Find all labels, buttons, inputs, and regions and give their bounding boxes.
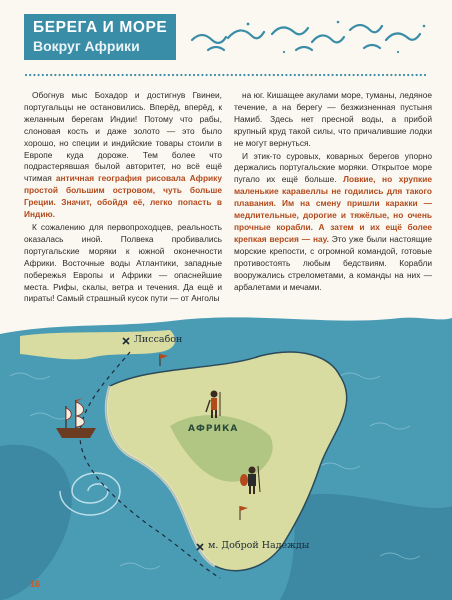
paragraph bbox=[24, 90, 222, 221]
paragraph bbox=[234, 90, 432, 150]
highlighted-text: Ловкие, но хрупкие маленькие каравеллы не годились для такого плавания. Им на смену пришли каракки — медлительные, дорогие и тяжёлые, но очень прочные корабли. А затем и их ещё более крепкая версия — нау. bbox=[234, 174, 432, 244]
africa-map bbox=[0, 316, 452, 600]
body-text: Это уже были настоящие морские крепости, с огромной командой, готовые противостоять любым бедствиям. Корабли вооружались стрелометами, а команды на них — арбалетами и мечами. bbox=[234, 233, 432, 292]
highlighted-text: античная география рисовала Африку простой большим островом, чуть больше Греции. Значит, обойдя её, легко попасть в Индию. bbox=[24, 173, 222, 220]
title-block bbox=[24, 14, 176, 60]
body-text: И этик-то суровых, коварных берегов упорно держались португальские моряки. Открытое море пугало их ещё больше. bbox=[234, 150, 432, 185]
text-column-right bbox=[234, 90, 432, 294]
paragraph bbox=[234, 151, 432, 294]
map-label-africa: АФРИКА bbox=[188, 424, 239, 434]
body-text: К сожалению для первопроходцев, реальность оказалась иной. Полвека пробивались португальские моряки к южной оконечности Африки. Восточные воды Атлантики, западные побережья Европы и Африки — опаснейшие места. Рифы, скалы, ветра и течения. Да ещё и пираты! Самый страшный кусок пути — от Анголы bbox=[24, 221, 222, 304]
body-text: на юг. Кишащее акулами море, туманы, ледяное течение, а на берегу — безжизненная пустыня Намиб. Здесь нет пресной воды, а прибой крупный круд такой силы, что причалившие лодки не могут вернуться. bbox=[234, 90, 432, 148]
page-title: БЕРЕГА И МОРЕ bbox=[33, 19, 168, 36]
page-number: 16 bbox=[30, 579, 41, 589]
map-label-cape: м. Доброй Надежды bbox=[208, 540, 310, 551]
body-text: Обогнув мыс Бохадор и достигнув Гвинеи, португальцы не остановились. Вперёд, вперёд, к желанным берегам Индии! Потому что рабы, слоновая кость и даже золото — это было хорошо, но специи и индийские товары стоили в Европе куда дороже. Тем более что подрастерявшая былой авторитет, но всё ещё чтимая bbox=[24, 90, 222, 184]
text-column-left bbox=[24, 90, 222, 306]
map-label-lisbon: Лиссабон bbox=[134, 334, 183, 345]
dotted-divider bbox=[24, 72, 428, 78]
page-subtitle: Вокруг Африки bbox=[33, 38, 140, 54]
page-header bbox=[0, 0, 452, 64]
paragraph bbox=[24, 222, 222, 305]
waves-decoration-icon bbox=[188, 16, 438, 56]
